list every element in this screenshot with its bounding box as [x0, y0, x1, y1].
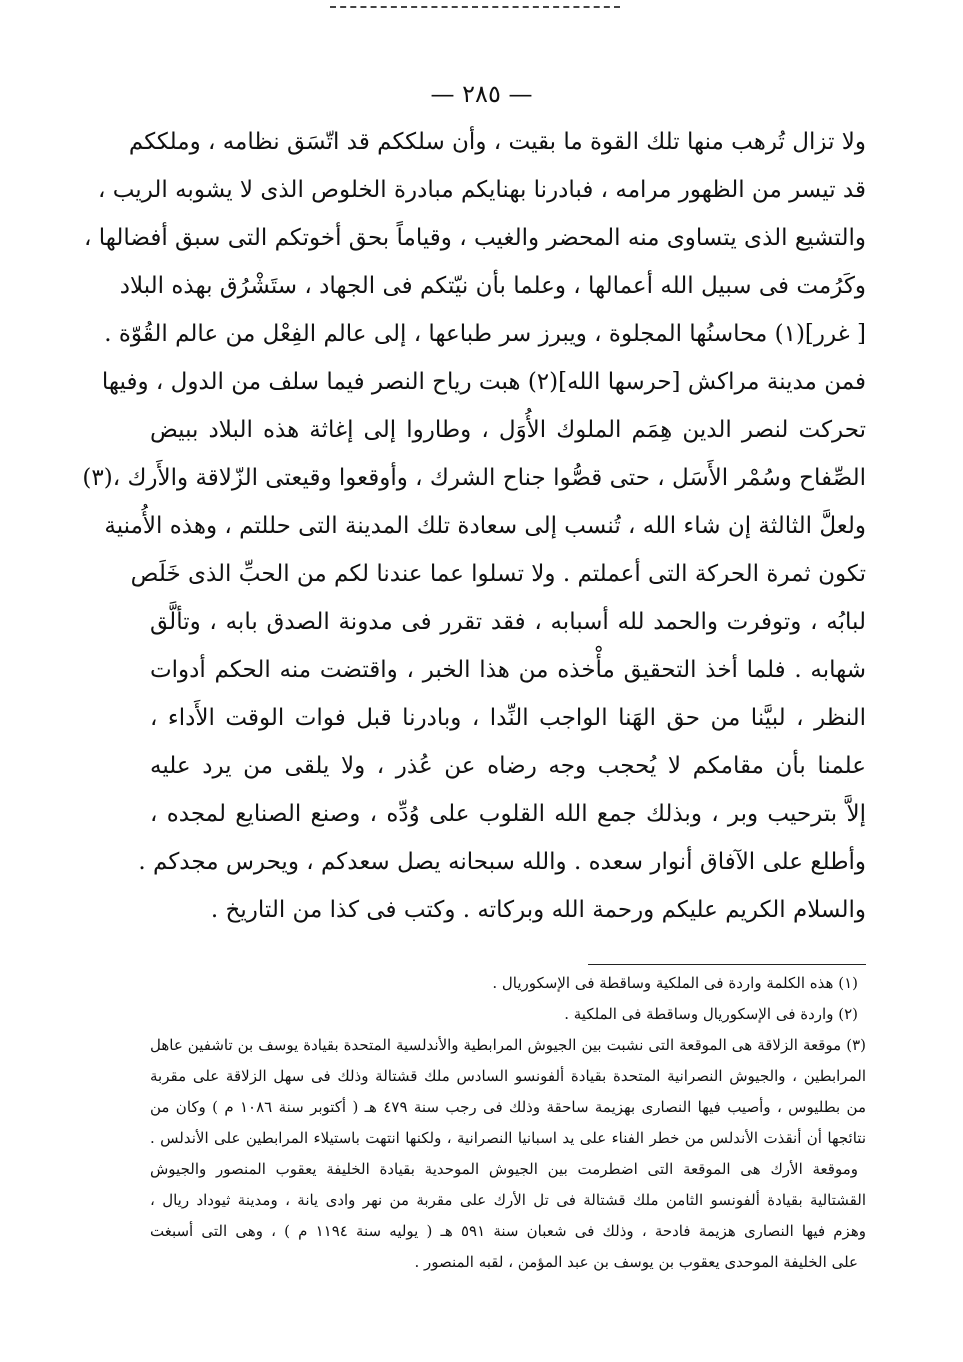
body-line: شهابه . فلما أخذ التحقيق مأْخذه من هذا الخبر ، واقتضت منه الحكم أدوات: [150, 657, 866, 683]
body-text: [82, 118, 866, 934]
body-line: النظر ، لبيَّنا من حق الهَنا الواجب النِّدا ، وبادرنا قبل فوات الوقت الأَداء ،: [150, 705, 866, 731]
top-scan-edge: [330, 6, 620, 10]
footnote-3-line: (٣) موقعة الزلاقة هى الموقعة التى نشبت بين الجيوش المرابطية والأندلسية المتحدة بقيادة يوسف بن تاشفين عاهل: [150, 1036, 866, 1054]
body-line: الصِّفاح وسُمْر الأَسَل ، حتى قصُّوا جناح الشرك ، وأوقعوا وقيعتى الزّلاقة والأَرك ،(٣): [82, 465, 866, 491]
body-line: وأطلع على الآفاق أنوار سعده . والله سبحانه يصل سعدكم ، ويحرس مجدكم .: [138, 849, 866, 875]
body-line: إلاَّ بترحيب وبر ، وبذلك جمع الله القلوب على وُدِّه ، وصنع الصنايع لمجده ،: [150, 801, 866, 827]
body-line: وكَرُمت فى سبيل الله أعمالها ، وعلما بأن نيّتكم فى الجهاد ، ستَشْرُق بهذه البلاد: [119, 273, 866, 299]
footnote-3-line: نتائجها أن أنقذت الأندلس من خطر الفناء على يد اسبانيا النصرانية ، ولكنها انتهت باستيلاء المرابطين على الأندلس .: [150, 1129, 866, 1147]
footnote-3-line: القشتالية بقيادة ألفونسو الثامن ملك قشتالة فى تل الأرك على مقربة من نهر وادى يانة ، ومدينة ثيوداد ريال ،: [150, 1191, 866, 1209]
footnote-3-line: على الخليفة الموحدى يعقوب بن يوسف بن عبد المؤمن ، لقبه المنصور .: [414, 1253, 858, 1271]
footnote-separator: [588, 964, 866, 965]
body-line: علمنا بأن مقامكم لا يُحجب وجه رضاه عن عُذر ، ولا يلقى من يرد عليه: [150, 753, 866, 779]
body-line: ولا تزال تُرهب منها تلك القوة ما بقيت ، وأن سلككم قد اتّسَق نظامه ، وملككم: [128, 129, 866, 155]
body-line: فمن مدينة مراكش [حرسها الله](٢) هبت رياح النصر فيما سلف من الدول ، وفيها: [101, 369, 866, 395]
footnote-2: (٢) واردة فى الإسكوريال وساقطة فى الملكية .: [564, 1005, 858, 1023]
body-line: [ غرر](١) محاسنُها المجلوة ، ويبرز سر طباعها ، إلى عالم الفِعْل من عالم القُوّة .: [104, 321, 866, 347]
footnote-3-line: من بطليوس ، وأصيب فيها النصارى بهزيمة ساحقة وذلك فى رجب سنة ٤٧٩ هـ ( أكتوبر سنة ١٠٨٦ م ) وكان من: [150, 1098, 866, 1116]
body-line: قد تيسر من الظهور مرامه ، فبادرنا بهنايكم مبادرة الخلوص الذى لا يشوبه الريب ،: [97, 177, 866, 203]
page-number: — ٢٨٥ —: [430, 80, 533, 108]
body-line: والسلام الكريم عليكم ورحمة الله وبركاته . وكتب فى كذا من التاريخ .: [210, 897, 866, 923]
body-line: ولعلَّ الثالثة إن شاء الله ، تُنسب إلى سعادة تلك المدينة التى حللتم ، وهذه الأُمنية: [104, 513, 866, 539]
footnote-3-line: المرابطين ، والجيوش النصرانية المتحدة بقيادة ألفونسو السادس ملك قشتالة وذلك فى سهل الزلاقة على مقربة: [150, 1067, 866, 1085]
footnote-3-line: وهزم فيها النصارى هزيمة فادحة ، وذلك فى شعبان سنة ٥٩١ هـ ( يوليه سنة ١١٩٤ م ) ، وهى التى أسبغت: [150, 1222, 866, 1240]
footnote-3-line: وموقعة الأرك هى الموقعة التى اضطرمت بين الجيوش الموحدية بقيادة الخليفة يعقوب المنصور والجيوش: [150, 1160, 858, 1178]
footnotes: [150, 968, 866, 1278]
body-line: والتشيع الذى يتساوى منه المحضر والغيب ، وقياماً بحق أخوتكم التى سبق أفضالها ،: [84, 225, 866, 251]
body-line: تكون ثمرة الحركة التى أعملتم . ولا تسلوا عما عندنا لكم من الحبِّ الذى خَلَص: [130, 561, 866, 587]
body-line: تحركت لنصر الدين هِمَم الملوك الأُوَل ، وطاروا إلى إغاثة هذه البلاد ببيض: [150, 417, 866, 443]
body-line: لبابُه ، وتوفرت والحمد لله أسبابه ، فقد تقرر فى مدونة الصدق بابه ، وتألَّق: [150, 609, 866, 635]
footnote-1: (١) هذه الكلمة واردة فى الملكية وساقطة فى الإسكوريال .: [492, 974, 858, 992]
